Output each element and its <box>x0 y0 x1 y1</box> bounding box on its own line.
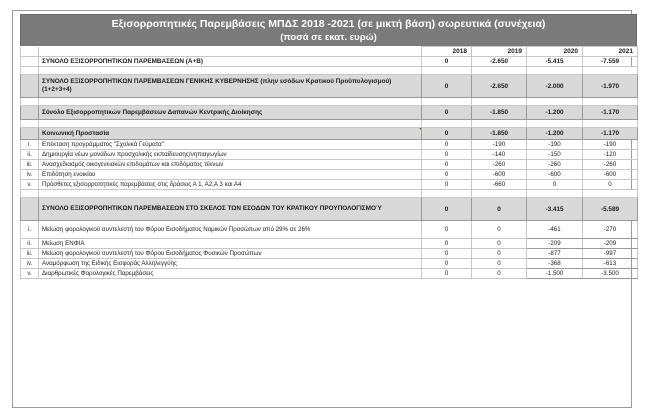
cell: -270 <box>583 221 638 239</box>
cell: -997 <box>583 249 638 259</box>
cell: -2.650 <box>472 57 527 67</box>
year-header: 2019 <box>472 47 527 57</box>
cell: 0 <box>472 249 527 259</box>
row-index: v. <box>21 180 39 190</box>
cell: -7.559 <box>583 57 638 67</box>
cell: -190 <box>472 140 527 150</box>
cell: 0 <box>422 57 472 67</box>
row-label: ΣΥΝΟΛΟ ΕΞΙΣΟΡΡΟΠΗΤΙΚΩΝ ΠΑΡΕΜΒΑΣΕΩΝ ΣΤΟ ΣΚΕΛΟΣ ΤΩΝ ΕΣΟΔΩΝ ΤΟΥ ΚΡΑΤΙΚΟΥ ΠΡΟΥΠΟΛΟΓΙΣΜΟΎ <box>39 198 422 221</box>
cell: -1.500 <box>527 269 583 279</box>
cell: 0 <box>422 239 472 249</box>
revenue-row <box>21 198 638 221</box>
cell: 0 <box>422 75 472 98</box>
row-label: Επιδότηση ενοικίου <box>39 170 422 180</box>
cell: -1.850 <box>472 106 527 120</box>
spacer-row <box>21 190 638 198</box>
cell: 0 <box>472 259 527 269</box>
header-blank <box>39 47 422 57</box>
header-row <box>21 47 638 57</box>
row-label: ΣΥΝΟΛΟ ΕΞΙΣΟΡΡΟΠΗΤΙΚΩΝ ΠΑΡΕΜΒΑΣΕΩΝ (Α+Β) <box>39 57 422 67</box>
row-label: Μείωση ΕΝΦΙΑ <box>39 239 422 249</box>
cell: -2.000 <box>527 75 583 98</box>
year-header: 2020 <box>527 47 583 57</box>
cell: -3.415 <box>527 198 583 221</box>
central-gov-row <box>21 106 638 120</box>
table-row <box>21 160 638 170</box>
cell: -660 <box>472 180 527 190</box>
cell: -190 <box>527 140 583 150</box>
cell: -1.970 <box>583 75 638 98</box>
row-label: Ανασχεδιασμός οικογενειακών επιδομάτων και επιδόματος τέκνων <box>39 160 422 170</box>
social-row <box>21 128 638 140</box>
cell: -5.415 <box>527 57 583 67</box>
cell: -209 <box>583 239 638 249</box>
table-title: Εξισορροπητικές Παρεμβάσεις ΜΠΔΣ 2018 -2021 (σε μικτή βάση) σωρευτικά (συνέχεια) <box>111 18 546 30</box>
cell: 0 <box>472 269 527 279</box>
cell: 0 <box>422 170 472 180</box>
cell: -260 <box>472 160 527 170</box>
table-row <box>21 239 638 249</box>
table-row <box>21 259 638 269</box>
row-label: Πρόσθετες εξισορροπητικές παρεμβάσεις στις δράσεις Α 1, Α2,Α 3 και Α4 <box>39 180 422 190</box>
spacer-row <box>21 67 638 75</box>
cell: 0 <box>583 180 638 190</box>
row-label: Μείωση φορολογικού συντελεστή του Φόρου Εισοδήματος Φυσικών Προσώπων <box>39 249 422 259</box>
row-index: i. <box>21 221 39 239</box>
table-row <box>21 221 638 239</box>
cell: 0 <box>472 221 527 239</box>
table-row <box>21 180 638 190</box>
cell: 0 <box>472 198 527 221</box>
row-index: iv. <box>21 259 39 269</box>
cell: -260 <box>583 160 638 170</box>
row-label: Επέκταση προγράμματος "Σχολικά Γεύματα" <box>39 140 422 150</box>
table-row <box>21 269 638 279</box>
cell: -600 <box>472 170 527 180</box>
cell: -1.200 <box>527 128 583 140</box>
cell: 0 <box>422 221 472 239</box>
cell: 0 <box>422 150 472 160</box>
row-index: i. <box>21 140 39 150</box>
row-index: iii. <box>21 160 39 170</box>
cell: -140 <box>472 150 527 160</box>
table-subtitle: (ποσά σε εκατ. ευρώ) <box>280 32 377 43</box>
spacer-row <box>21 98 638 106</box>
cell: 0 <box>422 160 472 170</box>
cell: -3.500 <box>583 269 638 279</box>
measures-table <box>20 46 638 279</box>
row-label: Μείωση φορολογικού συντελεστή του Φόρου Εισοδήματος Νομικών Προσώπων από 29% σε 26% <box>39 221 422 239</box>
cell: 0 <box>422 180 472 190</box>
row-label: Σύνολο Εξισορροπητικών Παρεμβάσεων Δαπανών Κεντρικής Διοίκησης <box>39 106 422 120</box>
cell: -209 <box>527 239 583 249</box>
row-label: Διαρθρωτικές Φορολογικές Παρεμβάσεις <box>39 269 422 279</box>
cell: -600 <box>583 170 638 180</box>
cell: -600 <box>527 170 583 180</box>
cell: -368 <box>527 259 583 269</box>
general-gov-row <box>21 75 638 98</box>
cell: 0 <box>422 249 472 259</box>
cell: -2.650 <box>472 75 527 98</box>
row-index: v. <box>21 269 39 279</box>
year-header: 2018 <box>422 47 472 57</box>
row-label: Κοινωνική Προστασία <box>39 128 422 140</box>
header-blank <box>21 47 39 57</box>
cell: -877 <box>527 249 583 259</box>
cell: 0 <box>422 128 472 140</box>
row-label: ΣΥΝΟΛΟ ΕΞΙΣΟΡΡΟΠΗΤΙΚΩΝ ΠΑΡΕΜΒΑΣΕΩΝ ΓΕΝΙΚΗΣ ΚΥΒΕΡΝΗΣΗΣ (πλην εσόδων Κρατικού Προϋπολογισμού)(1+2+3+4) <box>39 75 422 98</box>
row-label: Δημιουργία νέων μονάδων προσχολικής εκπαίδευσης/νηπιαγωγίων <box>39 150 422 160</box>
cell: 0 <box>422 106 472 120</box>
table-row <box>21 150 638 160</box>
table-row <box>21 170 638 180</box>
cell: 0 <box>527 180 583 190</box>
cell: 0 <box>422 259 472 269</box>
total-row <box>21 57 638 67</box>
row-index: ii. <box>21 150 39 160</box>
cell: -461 <box>527 221 583 239</box>
cell: -5.589 <box>583 198 638 221</box>
table-row <box>21 249 638 259</box>
cell: -120 <box>583 150 638 160</box>
cell: -613 <box>583 259 638 269</box>
row-index: iv. <box>21 170 39 180</box>
cell: -1.170 <box>583 128 638 140</box>
cell: -260 <box>527 160 583 170</box>
cell: -1.170 <box>583 106 638 120</box>
title-band <box>20 14 637 46</box>
row-label: Αναμόρφωση της Ειδικής Εισφοράς Αλληλεγγύης <box>39 259 422 269</box>
cell: -1.850 <box>472 128 527 140</box>
cell: 0 <box>422 269 472 279</box>
spacer-row <box>21 120 638 128</box>
cell: 0 <box>422 140 472 150</box>
year-header: 2021 <box>583 47 638 57</box>
cell: 0 <box>422 198 472 221</box>
cell: 0 <box>472 239 527 249</box>
row-index: ii. <box>21 239 39 249</box>
cell: -150 <box>527 150 583 160</box>
spreadsheet <box>20 14 637 279</box>
cell: -1.200 <box>527 106 583 120</box>
cell: -190 <box>583 140 638 150</box>
row-index: iii. <box>21 249 39 259</box>
table-row <box>21 140 638 150</box>
